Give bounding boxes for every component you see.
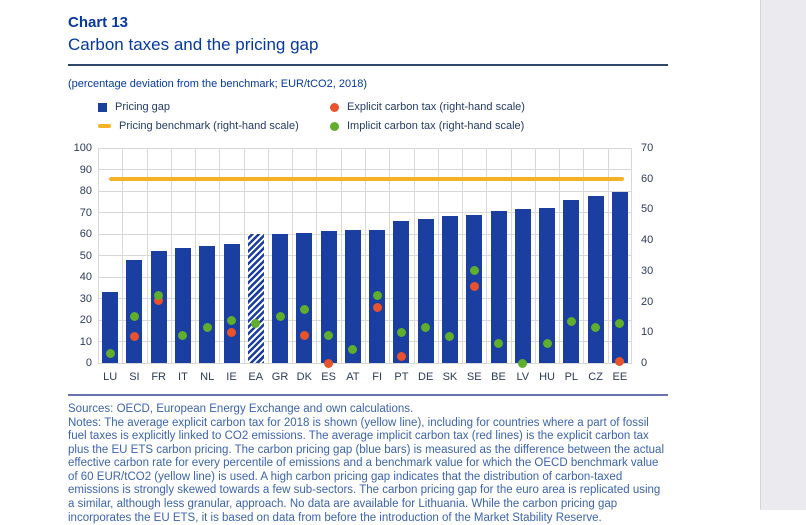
implicit-tax-dot bbox=[106, 349, 115, 358]
pricing-gap-bar bbox=[588, 196, 604, 363]
pricing-benchmark-line bbox=[109, 177, 624, 181]
implicit-tax-dot bbox=[227, 316, 236, 325]
legend-label: Pricing gap bbox=[115, 101, 171, 113]
left-axis-tick-label: 40 bbox=[79, 271, 92, 283]
chart-number: Chart 13 bbox=[68, 14, 129, 31]
right-axis-tick-label: 0 bbox=[641, 357, 648, 369]
left-axis-tick-label: 100 bbox=[73, 142, 92, 154]
legend-label: Explicit carbon tax (right-hand scale) bbox=[347, 101, 525, 113]
implicit-tax-dot bbox=[397, 328, 406, 337]
implicit-tax-dot bbox=[348, 345, 357, 354]
pricing-gap-bar bbox=[151, 251, 167, 363]
plot-area bbox=[73, 142, 654, 383]
explicit-tax-dot bbox=[300, 331, 309, 340]
pricing-gap-bar-hatched bbox=[248, 234, 264, 363]
pricing-gap-bar bbox=[612, 192, 628, 363]
x-axis-label: PT bbox=[394, 371, 409, 383]
x-axis-label: NL bbox=[200, 371, 215, 383]
explicit-tax-dot bbox=[470, 282, 479, 291]
x-axis-label: FR bbox=[151, 371, 166, 383]
x-axis-label: LU bbox=[103, 371, 118, 383]
x-axis-label: EA bbox=[248, 371, 264, 383]
right-axis-tick-label: 40 bbox=[641, 234, 654, 247]
x-axis-label: CZ bbox=[588, 371, 603, 383]
left-axis-tick-label: 80 bbox=[79, 185, 92, 197]
implicit-tax-dot bbox=[324, 331, 333, 340]
implicit-tax-dot bbox=[518, 359, 527, 368]
explicit-tax-dot bbox=[324, 359, 333, 368]
title-divider bbox=[68, 64, 668, 66]
x-axis-label: DK bbox=[296, 371, 312, 383]
explicit-tax-dot bbox=[615, 357, 624, 366]
implicit-tax-dot bbox=[373, 291, 382, 300]
legend-item-explicit-tax bbox=[330, 101, 668, 113]
legend-label: Implicit carbon tax (right-hand scale) bbox=[347, 120, 525, 132]
pricing-gap-bar bbox=[272, 234, 288, 363]
pricing-gap-swatch-icon bbox=[98, 103, 107, 112]
pricing-gap-bar bbox=[224, 244, 240, 363]
left-axis-tick-label: 70 bbox=[79, 206, 92, 219]
sources-text: Sources: OECD, European Energy Exchange and own calculations. bbox=[68, 403, 414, 415]
gridline-vertical bbox=[631, 148, 632, 363]
legend-item-pricing-benchmark bbox=[98, 120, 330, 132]
right-axis-tick-label: 10 bbox=[641, 326, 654, 339]
pricing-gap-bar bbox=[321, 231, 337, 363]
right-axis-tick-label: 30 bbox=[641, 264, 654, 277]
x-axis-label: LV bbox=[516, 371, 530, 383]
implicit-tax-dot bbox=[567, 317, 576, 326]
x-axis-label: IE bbox=[226, 371, 237, 383]
pricing-gap-bar bbox=[345, 230, 361, 363]
pricing-gap-bar bbox=[393, 221, 409, 363]
notes-text: Notes: The average explicit carbon tax for 2018 is shown (yellow line), including for countries where a part of fossil fuel taxes is explicitly linked to CO2 emissions. The average implicit carbon tax (red lines) is the explicit carbon tax plus the EU ETS carbon pricing. The carbon pricing gap (blue bars) is measured as the difference between the actual effective carbon rate for every percentile of emissions and a benchmark value for which the OECD benchmark value of 60 EUR/tCO2 (yellow line) is used. A high carbon pricing gap indicates that the distribution of carbon-taxed emissions is strongly skewed towards a few sub-sectors. The carbon pricing gap for the euro area is replicated using a similar, although less granular, approach. No data are available for Lithuania. While the carbon pricing gap incorporates the EU ETS, it is based on data from before the introduction of the Market Stability Reserve. bbox=[68, 416, 664, 524]
pricing-gap-bar bbox=[175, 248, 191, 363]
left-axis-tick-label: 60 bbox=[79, 228, 92, 240]
x-axis-label: IT bbox=[178, 371, 188, 383]
benchmark-dash-icon bbox=[98, 124, 111, 128]
right-axis-tick-label: 20 bbox=[641, 295, 654, 308]
left-axis-tick-label: 50 bbox=[79, 249, 92, 262]
chart-legend bbox=[68, 101, 668, 132]
x-axis-label: FI bbox=[372, 371, 383, 383]
x-axis-label: AT bbox=[346, 371, 360, 383]
implicit-tax-dot bbox=[251, 319, 260, 328]
chart-panel bbox=[68, 0, 668, 525]
pricing-gap-bar bbox=[296, 233, 312, 363]
implicit-tax-dot bbox=[494, 339, 503, 348]
chart-caption: (percentage deviation from the benchmark; EUR/tCO2, 2018) bbox=[68, 78, 367, 90]
left-axis-tick-label: 30 bbox=[79, 292, 92, 305]
x-axis-label: EE bbox=[612, 371, 628, 383]
left-axis-tick-label: 0 bbox=[85, 357, 92, 369]
pricing-gap-bar bbox=[563, 200, 579, 363]
x-axis-label: SI bbox=[129, 371, 140, 383]
chart-bottom-divider bbox=[68, 394, 668, 396]
implicit-tax-dot bbox=[203, 323, 212, 332]
x-axis-label: ES bbox=[321, 371, 336, 383]
left-axis-tick-label: 10 bbox=[79, 335, 92, 348]
right-axis-tick-label: 70 bbox=[641, 142, 654, 154]
x-axis-label: SK bbox=[442, 371, 458, 383]
pricing-gap-bar bbox=[199, 246, 215, 363]
x-axis-label: DE bbox=[418, 371, 434, 383]
pricing-gap-bar bbox=[515, 209, 531, 363]
legend-item-pricing-gap bbox=[98, 101, 330, 113]
x-axis-label: GR bbox=[271, 371, 289, 383]
legend-label: Pricing benchmark (right-hand scale) bbox=[119, 120, 299, 132]
gridline-vertical bbox=[98, 148, 99, 363]
x-axis-label: SE bbox=[466, 371, 482, 383]
legend-item-implicit-tax bbox=[330, 120, 668, 132]
implicit-tax-dot bbox=[276, 312, 285, 321]
left-axis-tick-label: 20 bbox=[79, 314, 92, 326]
x-axis-label: BE bbox=[491, 371, 506, 383]
right-axis-tick-label: 50 bbox=[641, 203, 654, 216]
implicit-tax-dot-icon bbox=[330, 122, 339, 131]
chart-area bbox=[68, 138, 668, 386]
x-axis-label: PL bbox=[564, 371, 579, 383]
left-axis-tick-label: 90 bbox=[79, 163, 92, 176]
implicit-tax-dot bbox=[615, 319, 624, 328]
viewer-gutter bbox=[760, 0, 806, 510]
explicit-tax-dot bbox=[373, 303, 382, 312]
implicit-tax-dot bbox=[300, 305, 309, 314]
explicit-tax-dot-icon bbox=[330, 103, 339, 112]
pricing-gap-bar bbox=[418, 219, 434, 363]
right-axis-tick-label: 60 bbox=[641, 172, 654, 185]
pricing-gap-bar bbox=[126, 260, 142, 363]
page-title: Carbon taxes and the pricing gap bbox=[68, 35, 319, 54]
implicit-tax-dot bbox=[543, 339, 552, 348]
x-axis-label: HU bbox=[539, 371, 555, 383]
explicit-tax-dot bbox=[227, 328, 236, 337]
